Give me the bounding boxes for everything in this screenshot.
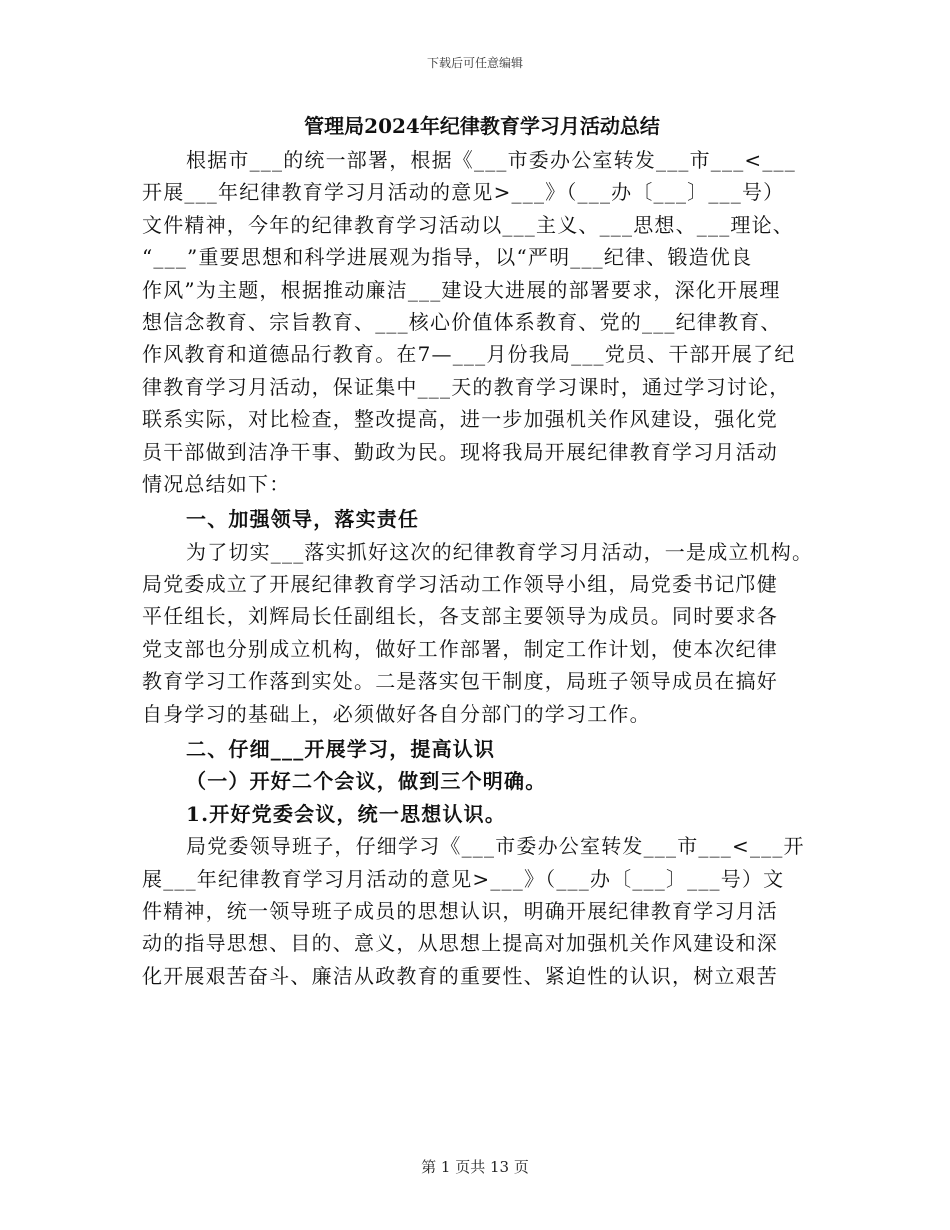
paragraph-line: 开展___年纪律教育学习月活动的意见>___》（___办〔___〕___号） <box>142 180 785 205</box>
paragraph-line: 化开展艰苦奋斗、廉洁从政教育的重要性、紧迫性的认识，树立艰苦 <box>142 963 778 988</box>
paragraph-line: 情况总结如下： <box>142 471 291 496</box>
paragraph-line: 动的指导思想、目的、意义，从思想上提高对加强机关作风建设和深 <box>142 931 778 956</box>
paragraph-line: 为了切实___落实抓好这次的纪律教育学习月活动，一是成立机构。 <box>186 539 814 564</box>
header-note: 下载后可任意编辑 <box>426 56 523 70</box>
paragraph-line: 员干部做到洁净干事、勤政为民。现将我局开展纪律教育学习月活动 <box>142 439 778 464</box>
paragraph-line: 文件精神，今年的纪律教育学习活动以___主义、___思想、___理论、 <box>142 212 794 237</box>
subsection-heading: （一）开好二个会议，做到三个明确。 <box>186 769 547 794</box>
paragraph-line: 根据市___的统一部署，根据《___市委办公室转发___市___<___ <box>186 148 796 172</box>
page-footer: 第 1 页共 13 页 <box>421 1158 529 1176</box>
paragraph-line: 律教育学习月活动，保证集中___天的教育学习课时，通过学习讨论， <box>142 374 791 399</box>
paragraph-line: 想信念教育、宗旨教育、___核心价值体系教育、党的___纪律教育、 <box>142 309 782 334</box>
paragraph-line: 作风教育和道德品行教育。在7—___月份我局___党员、干部开展了纪 <box>142 342 796 367</box>
document-title: 管理局2024年纪律教育学习月活动总结 <box>304 114 660 138</box>
paragraph-line: 件精神，统一领导班子成员的思想认识，明确开展纪律教育学习月活 <box>142 898 778 923</box>
paragraph-line: 党支部也分别成立机构，做好工作部署，制定工作计划，使本次纪律 <box>142 636 778 661</box>
document-body <box>142 112 822 992</box>
subsection-heading: 1.开好党委会议，统一思想认识。 <box>186 801 507 826</box>
paragraph-line: 局党委领导班子，仔细学习《___市委办公室转发___市___<___开 <box>186 834 805 859</box>
paragraph-line: 平任组长，刘辉局长任副组长，各支部主要领导为成员。同时要求各 <box>142 604 778 629</box>
section-heading: 二、仔细___开展学习，提高认识 <box>186 737 496 762</box>
section-heading: 一、加强领导，落实责任 <box>186 507 420 532</box>
paragraph-line: 作风”为主题，根据推动廉洁___建设大进展的部署要求，深化开展理 <box>142 277 781 302</box>
paragraph-line: 教育学习工作落到实处。二是落实包干制度，局班子领导成员在搞好 <box>142 669 778 694</box>
paragraph-line: 展___年纪律教育学习月活动的意见>___》（___办〔___〕___号）文 <box>142 866 785 891</box>
paragraph-line: 局党委成立了开展纪律教育学习活动工作领导小组，局党委书记邝健 <box>142 572 778 597</box>
paragraph-line: 联系实际，对比检查，整改提高，进一步加强机关作风建设，强化党 <box>142 407 778 432</box>
paragraph-line: 自身学习的基础上，必须做好各自分部门的学习工作。 <box>142 701 651 726</box>
paragraph-line: “___”重要思想和科学进展观为指导，以“严明___纪律、锻造优良 <box>142 245 753 270</box>
